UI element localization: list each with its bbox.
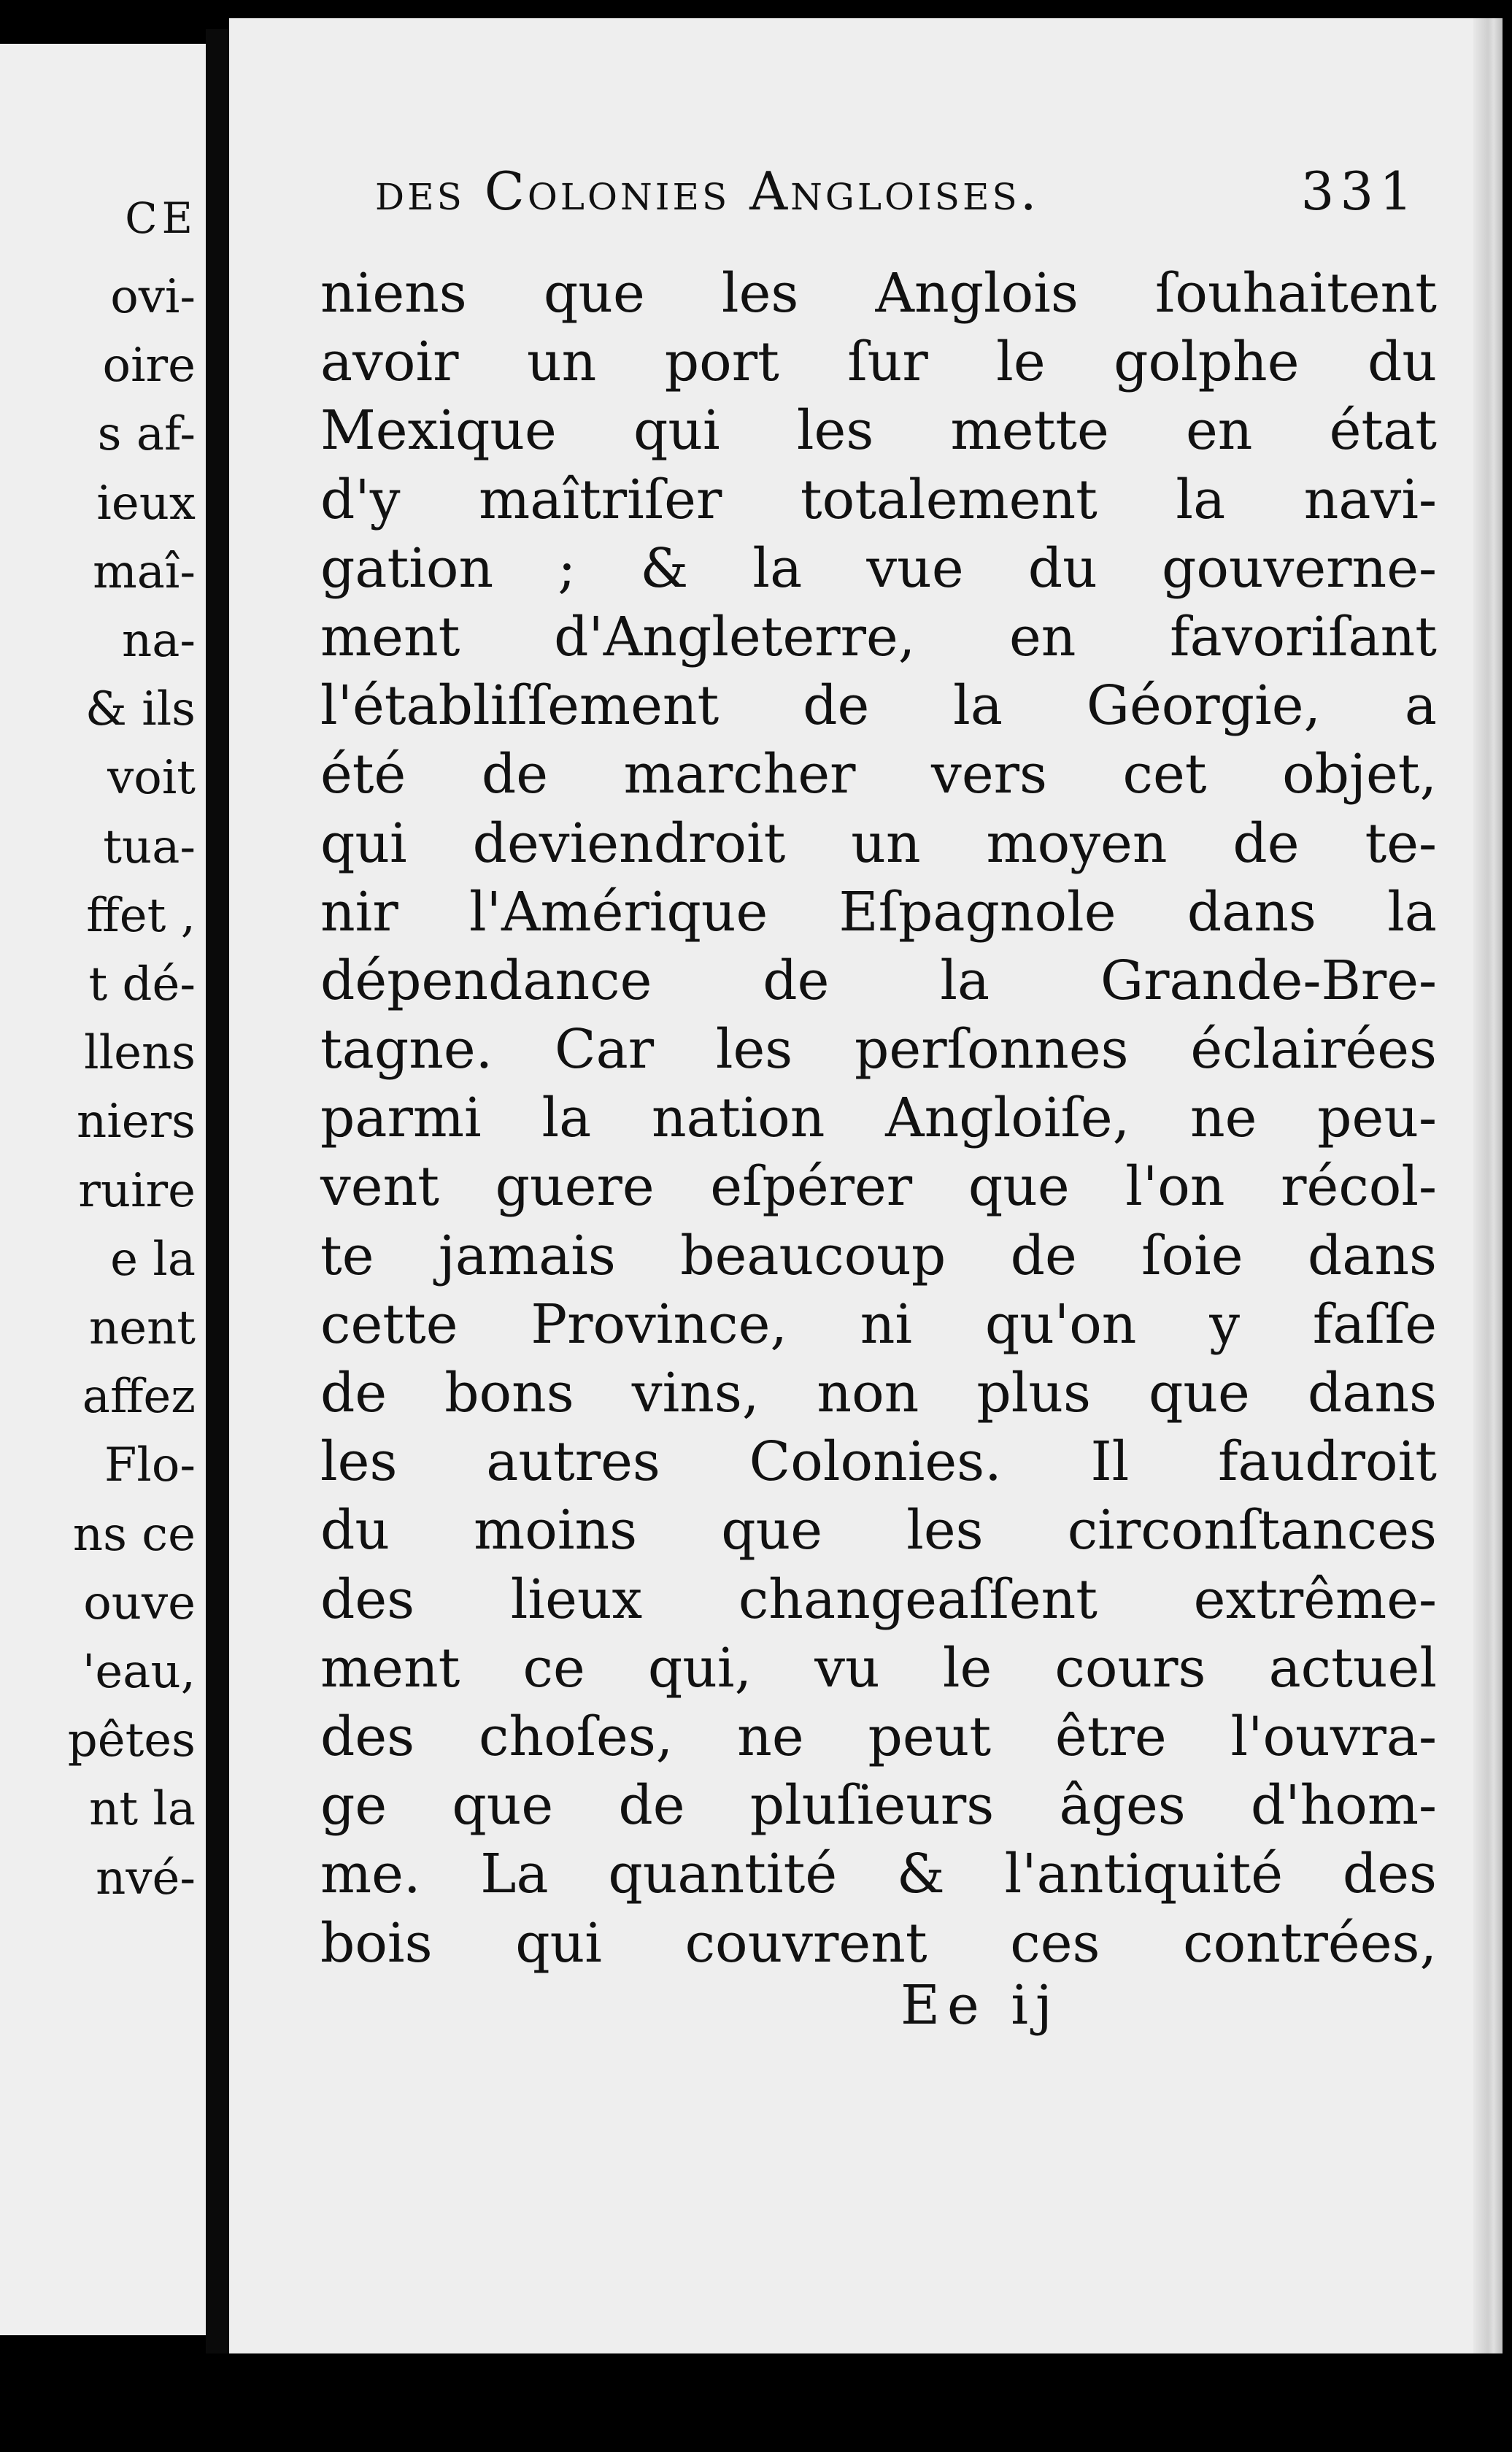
text-line: les autres Colonies. Il faudroit xyxy=(320,1430,1437,1494)
text-line: été de marcher vers cet objet, xyxy=(320,743,1437,806)
facing-line: nent xyxy=(88,1301,196,1356)
facing-line: ns ce xyxy=(72,1507,196,1562)
text-line: ge que de pluſieurs âges d'hom- xyxy=(320,1774,1437,1838)
text-line: de bons vins, non plus que dans xyxy=(320,1362,1437,1424)
text-line: ment d'Angleterre, en favoriſant xyxy=(320,605,1437,668)
text-line: qui deviendroit un moyen de te- xyxy=(320,811,1437,875)
facing-line: niers xyxy=(77,1095,196,1149)
text-line: des lieux changeaſſent extrême- xyxy=(320,1568,1437,1631)
scan-border xyxy=(0,2353,1512,2452)
text-line: d'y maîtriſer totalement la navi- xyxy=(320,468,1437,531)
facing-line: 'eau, xyxy=(82,1645,196,1700)
facing-page-lines xyxy=(68,263,196,1913)
facing-line: nt la xyxy=(89,1782,196,1837)
facing-line: e la xyxy=(110,1232,196,1287)
facing-line: voit xyxy=(107,751,196,806)
body-text xyxy=(320,259,1437,1978)
text-line: avoir un port ſur le golphe du xyxy=(320,331,1437,394)
facing-line: ffet , xyxy=(86,888,196,943)
text-line: parmi la nation Angloiſe, ne peu- xyxy=(320,1087,1437,1150)
facing-page-fragment xyxy=(0,44,209,2335)
text-line: te jamais beaucoup de ſoie dans xyxy=(320,1224,1437,1287)
facing-line: pêtes xyxy=(67,1713,196,1768)
text-line: niens que les Anglois ſouhaitent xyxy=(320,262,1437,325)
text-line: Mexique qui les mette en état xyxy=(320,399,1437,463)
text-line: l'établiſſement de la Géorgie, a xyxy=(320,674,1437,738)
text-line: tagne. Car les perſonnes éclairées xyxy=(320,1018,1437,1082)
running-head xyxy=(375,161,1419,222)
facing-line: ovi- xyxy=(110,270,196,324)
running-title: des Colonies Angloises. xyxy=(375,161,1040,222)
facing-line: s af- xyxy=(97,407,196,462)
book-page xyxy=(228,18,1503,2353)
facing-line: maî- xyxy=(93,544,196,599)
text-line: dépendance de la Grande-Bre- xyxy=(320,949,1437,1012)
text-line: des choſes, ne peut être l'ouvra- xyxy=(320,1705,1437,1768)
facing-page-running-title: CE xyxy=(125,193,197,243)
facing-line: oire xyxy=(102,339,196,393)
page-number: 331 xyxy=(1300,161,1419,222)
text-line: nir l'Amérique Eſpagnole dans la xyxy=(320,880,1437,944)
text-line: ment ce qui, vu le cours actuel xyxy=(320,1636,1437,1700)
facing-line: t dé- xyxy=(88,957,196,1012)
facing-line: ieux xyxy=(96,476,196,531)
facing-line: llens xyxy=(84,1026,196,1081)
signature-mark: Ee ij xyxy=(900,1974,1060,2037)
text-line: cette Province, ni qu'on y faſſe xyxy=(320,1292,1437,1356)
facing-line: na- xyxy=(122,614,196,668)
page-edge xyxy=(1473,18,1503,2353)
text-line: du moins que les circonſtances xyxy=(320,1499,1437,1562)
text-line: vent guere eſpérer que l'on récol- xyxy=(320,1155,1437,1219)
text-line: gation ; & la vue du gouverne- xyxy=(320,536,1437,600)
book-gutter xyxy=(206,29,228,2379)
facing-line: ouve xyxy=(83,1576,196,1630)
text-line: me. La quantité & l'antiquité des xyxy=(320,1843,1437,1906)
facing-line: & ils xyxy=(85,682,196,737)
facing-line: nvé- xyxy=(96,1851,196,1905)
text-line: bois qui couvrent ces contrées, xyxy=(320,1911,1437,1975)
facing-line: Flo- xyxy=(104,1438,196,1493)
facing-line: tua- xyxy=(103,820,196,874)
facing-line: affez xyxy=(82,1370,196,1424)
facing-line: ruire xyxy=(78,1163,196,1218)
